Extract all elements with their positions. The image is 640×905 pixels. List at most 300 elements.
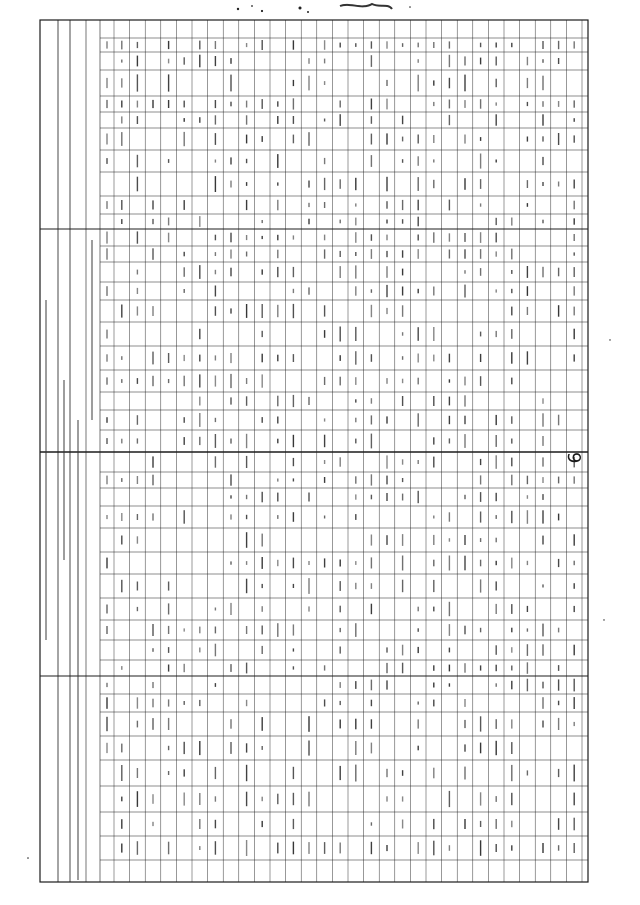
cell-mark [402,396,403,406]
cell-mark [324,558,325,567]
cell-mark [293,435,294,447]
cell-mark [449,602,450,616]
cell-mark [574,234,575,241]
cell-mark [402,116,403,125]
cell-mark [542,584,543,587]
cell-mark [449,200,450,211]
cell-mark [511,666,512,671]
cell-mark [106,248,107,259]
cell-mark [121,200,122,210]
cell-mark [542,536,543,545]
cell-mark [496,415,497,425]
cell-mark [230,742,231,754]
cell-mark [574,135,575,142]
cell-mark [449,665,450,672]
cell-mark [542,114,543,125]
cell-mark [386,201,387,209]
cell-mark [246,626,247,634]
cell-mark [215,56,216,66]
cell-mark [152,475,153,486]
cell-mark [355,286,356,295]
cell-mark [230,233,231,243]
cell-mark [496,43,497,48]
cell-mark [199,846,200,850]
cell-mark [464,270,465,274]
cell-mark [386,416,387,423]
cell-mark [184,742,185,754]
cell-mark [308,561,309,565]
cell-mark [386,647,387,652]
cell-mark [199,355,200,362]
cell-mark [262,417,263,423]
cell-mark [262,220,263,223]
cell-mark [574,329,575,340]
cell-mark [168,718,169,730]
cell-mark [511,329,512,339]
cell-mark [277,305,278,317]
cell-mark [511,821,512,828]
cell-mark [308,287,309,294]
cell-mark [324,305,325,316]
cell-mark [308,842,309,854]
cell-mark [574,41,575,48]
cell-mark [340,327,341,342]
cell-mark [355,232,356,243]
cell-mark [184,101,185,108]
cell-mark [293,584,294,588]
cell-mark [121,744,122,753]
cell-mark [386,80,387,86]
cell-mark [511,793,512,805]
cell-mark [308,578,309,594]
cell-mark [355,399,356,402]
header-text-mark [63,380,65,560]
cell-mark [215,270,216,275]
cell-mark [137,270,138,275]
cell-mark [433,683,434,688]
cell-mark [215,160,216,163]
cell-mark [386,177,387,192]
cell-mark [215,456,216,467]
cell-mark [464,100,465,108]
cell-mark [230,308,231,313]
cell-mark [277,417,278,424]
cell-mark [168,665,169,672]
cell-mark [355,252,356,256]
cell-mark [277,843,278,854]
table-cell-marks [45,40,575,880]
cell-mark [542,682,543,689]
cell-mark [574,286,575,295]
cell-mark [277,101,278,106]
cell-mark [355,741,356,755]
cell-mark [418,354,419,363]
cell-mark [137,841,138,855]
cell-mark [433,180,434,188]
cell-mark [262,821,263,827]
cell-mark [371,234,372,241]
cell-mark [433,665,434,671]
cell-mark [293,793,294,805]
cell-mark [480,99,481,109]
cell-mark [542,477,543,483]
cell-mark [106,438,107,444]
cell-mark [106,476,107,485]
cell-mark [464,495,465,499]
cell-mark [574,765,575,782]
cell-mark [371,249,372,259]
cell-mark [168,699,169,706]
cell-mark [137,607,138,611]
cell-mark [542,136,543,141]
cell-mark [480,475,481,484]
cell-mark [340,843,341,854]
cell-mark [433,437,434,444]
cell-mark [480,137,481,141]
cell-mark [293,98,294,109]
cell-mark [542,644,543,655]
cell-mark [324,665,325,670]
cell-mark [277,439,278,444]
cell-mark [293,819,294,829]
cell-mark [449,512,450,521]
cell-mark [246,663,247,674]
cell-mark [293,267,294,277]
cell-mark [511,458,512,467]
cell-mark [215,627,216,634]
cell-mark [199,627,200,634]
cell-mark [511,628,512,633]
cell-mark [496,493,497,501]
cell-mark [277,560,278,566]
cell-mark [199,413,200,427]
cell-mark [340,682,341,688]
cell-mark [464,75,465,92]
cell-mark [480,743,481,754]
cell-mark [402,332,403,336]
cell-mark [230,181,231,188]
cell-mark [433,159,434,162]
cell-mark [418,647,419,653]
cell-mark [402,494,403,501]
cell-mark [324,158,325,164]
cell-mark [480,821,481,827]
cell-mark [215,115,216,124]
cell-mark [402,770,403,776]
cell-mark [355,418,356,423]
cell-mark [371,719,372,728]
cell-mark [371,55,372,67]
cell-mark [511,604,512,614]
cell-mark [527,679,528,692]
cell-mark [527,78,528,88]
cell-mark [480,840,481,856]
cell-mark [230,250,231,259]
cell-mark [246,579,247,594]
cell-mark [262,626,263,635]
cell-mark [262,269,263,274]
cell-mark [152,682,153,688]
cell-mark [106,417,107,423]
cell-mark [542,101,543,107]
cell-mark [277,200,278,211]
cell-mark [371,583,372,589]
cell-mark [215,100,216,108]
cell-mark [324,202,325,208]
cell-mark [386,266,387,278]
cell-mark [199,819,200,829]
cell-mark [496,289,497,292]
cell-mark [371,134,372,145]
cell-mark [262,492,263,503]
cell-mark [262,534,263,547]
cell-mark [340,355,341,361]
cell-mark [449,115,450,125]
cell-mark [308,58,309,64]
cell-mark [121,513,122,521]
cell-mark [433,42,434,48]
cell-mark [511,475,512,486]
cell-mark [386,535,387,545]
cell-mark [511,289,512,293]
cell-mark [121,78,122,87]
cell-mark [542,59,543,63]
cell-mark [277,479,278,482]
cell-mark [402,305,403,317]
cell-mark [355,351,356,365]
cell-mark [324,435,325,448]
cell-mark [433,327,434,341]
cell-mark [293,512,294,522]
cell-mark [371,842,372,854]
cell-mark [371,743,372,754]
cell-mark [246,561,247,565]
cell-mark [121,101,122,108]
cell-mark [464,377,465,386]
cell-mark [402,137,403,142]
cell-mark [527,286,528,296]
cell-mark [277,794,278,805]
cell-mark [137,476,138,484]
cell-mark [324,235,325,241]
cell-mark [449,233,450,241]
cell-mark [386,476,387,485]
cell-mark [371,415,372,424]
cell-mark [168,100,169,108]
cell-mark [137,791,138,807]
cell-mark [308,203,309,207]
cell-mark [542,220,543,224]
cell-mark [137,721,138,728]
cell-mark [371,289,372,293]
cell-mark [464,720,465,728]
cell-mark [574,606,575,612]
cell-mark [402,478,403,482]
cell-mark [215,252,216,256]
cell-mark [418,413,419,426]
cell-mark [215,796,216,801]
cell-mark [293,478,294,481]
cell-mark [324,249,325,258]
cell-mark [184,417,185,423]
cell-mark [215,41,216,49]
cell-mark [199,117,200,123]
cell-mark [574,201,575,210]
cell-mark [152,699,153,708]
cell-mark [355,327,356,341]
cell-mark [511,742,512,754]
cell-mark [137,74,138,91]
cell-mark [168,771,169,775]
cell-mark [542,457,543,466]
cell-mark [542,413,543,426]
cell-mark [340,606,341,613]
cell-mark [262,354,263,363]
cell-mark [106,717,107,731]
cell-mark [230,514,231,519]
cell-mark [480,376,481,386]
cell-mark [106,201,107,209]
cell-mark [464,233,465,242]
cell-mark [433,700,434,707]
cell-mark [527,203,528,207]
cell-mark [386,845,387,851]
cell-mark [168,159,169,163]
cell-mark [418,842,419,854]
cell-mark [121,439,122,444]
cell-mark [402,219,403,224]
cell-mark [449,538,450,542]
cell-mark [121,219,122,224]
cell-mark [402,200,403,210]
cell-mark [324,119,325,122]
cell-mark [199,397,200,406]
cell-mark [246,532,247,548]
cell-mark [464,416,465,425]
cell-mark [168,582,169,591]
cell-mark [246,43,247,47]
cell-mark [480,232,481,243]
cell-mark [418,491,419,503]
cell-mark [324,516,325,519]
cell-mark [168,59,169,64]
cell-mark [496,719,497,729]
cell-mark [496,515,497,519]
cell-mark [215,767,216,779]
cell-mark [480,459,481,465]
cell-mark [496,251,497,256]
cell-mark [277,154,278,168]
cell-mark [184,510,185,524]
cell-mark [230,75,231,92]
cell-mark [308,741,309,756]
cell-mark [527,57,528,66]
cell-mark [527,770,528,775]
cell-mark [121,536,122,545]
cell-mark [184,628,185,631]
cell-mark [106,626,107,634]
cell-mark [402,269,403,276]
cell-mark [293,80,294,86]
cell-mark [418,607,419,612]
cell-mark [402,250,403,257]
cell-mark [262,584,263,588]
cell-mark [199,41,200,50]
cell-mark [402,159,403,163]
cell-mark [340,628,341,632]
cell-mark [262,99,263,109]
cell-mark [371,155,372,167]
cell-mark [433,102,434,106]
cell-mark [152,306,153,316]
cell-mark [527,476,528,485]
cell-mark [402,820,403,829]
cell-mark [449,416,450,424]
cell-mark [355,765,356,782]
cell-mark [511,352,512,364]
cell-mark [574,180,575,189]
cell-mark [355,439,356,444]
cell-mark [324,842,325,854]
cell-mark [386,796,387,801]
cell-mark [355,494,356,499]
cell-mark [418,235,419,241]
cell-mark [371,604,372,615]
cell-mark [121,819,122,829]
cell-mark [558,665,559,671]
cell-mark [418,217,419,227]
cell-mark [480,249,481,259]
cell-mark [230,495,231,498]
cell-mark [308,76,309,91]
header-text-mark [91,240,93,420]
cell-mark [168,603,169,614]
cell-mark [558,514,559,521]
cell-mark [168,74,169,91]
cell-mark [386,99,387,110]
cell-mark [433,768,434,779]
cell-mark [106,683,107,687]
cell-mark [152,718,153,730]
cell-mark [152,648,153,652]
cell-mark [293,135,294,144]
cell-mark [230,157,231,164]
cell-mark [496,79,497,88]
cell-mark [184,132,185,146]
cell-mark [277,116,278,124]
cell-mark [199,648,200,653]
cell-mark [542,436,543,446]
cell-mark [246,252,247,257]
cell-mark [464,535,465,545]
cell-mark [230,439,231,444]
cell-mark [246,840,247,856]
cell-mark [480,203,481,206]
cell-mark [137,514,138,520]
cell-mark [527,628,528,631]
cell-mark [262,236,263,239]
cell-mark [184,769,185,776]
cell-mark [152,624,153,636]
cell-mark [433,287,434,296]
cell-mark [340,560,341,567]
cell-mark [496,160,497,163]
cell-mark [184,252,185,256]
cell-mark [574,476,575,483]
cell-mark [168,746,169,750]
cell-mark [511,218,512,226]
cell-mark [464,178,465,190]
